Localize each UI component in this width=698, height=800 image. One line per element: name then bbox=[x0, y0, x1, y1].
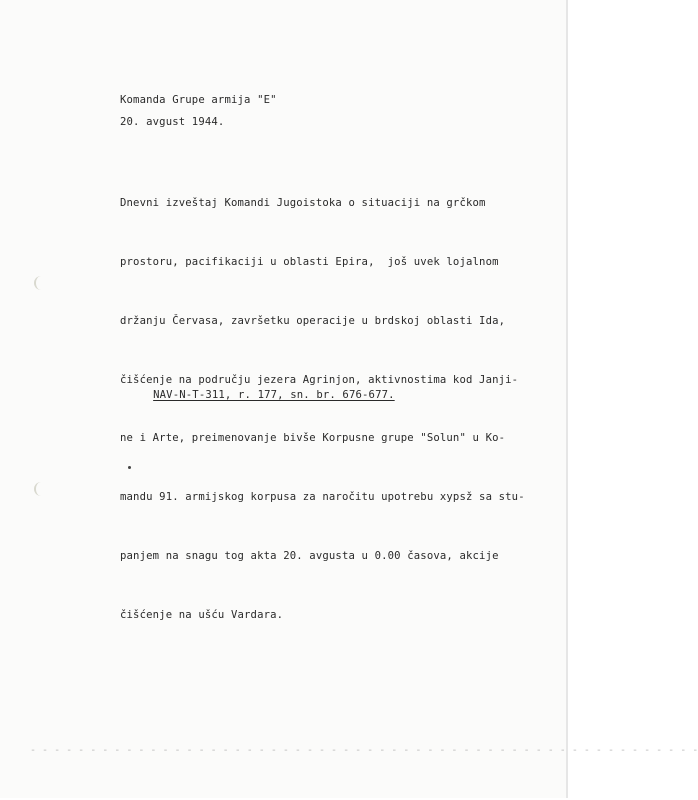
document-heading: Komanda Grupe armija "E" bbox=[120, 94, 277, 106]
body-line: držanju Červasa, završetku operacije u brdskoj oblasti Ida, bbox=[120, 314, 506, 327]
punch-hole-mark bbox=[34, 276, 48, 290]
scan-edge-marks: - - - - - - - - - - - - - - - - - - - - - - - - - - - - - - - - - - - - - - - - - - - - - - - - - - - - - - - - bbox=[30, 745, 698, 756]
body-line: prostoru, pacifikaciji u oblasti Epira, još uvek lojalnom bbox=[120, 255, 499, 268]
body-line: čišćenje na ušću Vardara. bbox=[120, 608, 284, 621]
archive-reference bbox=[127, 365, 395, 425]
body-line: čišćenje na području jezera Agrinjon, aktivnostima kod Janji- bbox=[120, 373, 519, 386]
document-date: 20. avgust 1944. bbox=[120, 116, 225, 128]
archive-reference-text: NAV-N-T-311, r. 177, sn. br. 676-677. bbox=[153, 389, 395, 401]
body-line: ne i Arte, preimenovanje bivše Korpusne grupe "Solun" u Ko- bbox=[120, 432, 506, 445]
punch-hole-mark bbox=[34, 482, 48, 496]
body-line: Dnevni izveštaj Komandi Jugoistoka o situaciji na grčkom bbox=[120, 197, 486, 210]
body-line: mandu 91. armijskog korpusa za naročitu upotrebu xypsž sa stu- bbox=[120, 491, 525, 504]
body-line: panjem na snagu tog akta 20. avgusta u 0.00 časova, akcije bbox=[120, 549, 499, 562]
ink-dot bbox=[128, 466, 131, 469]
